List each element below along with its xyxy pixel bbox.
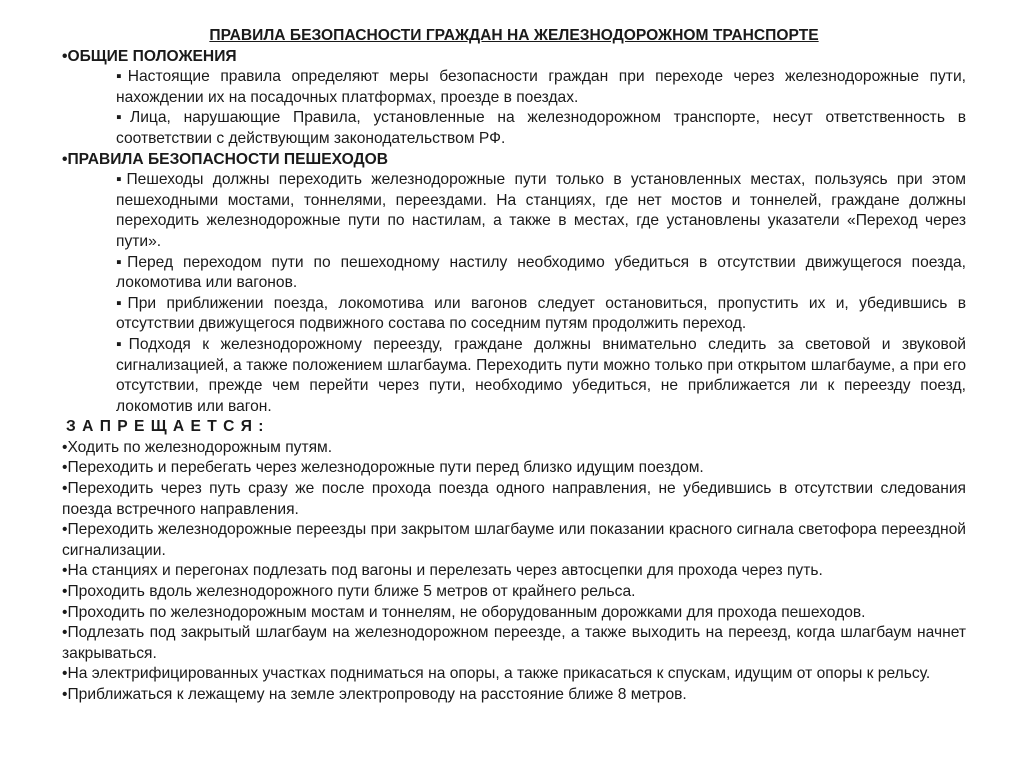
list-item: •Переходить через путь сразу же после прохода поезда одного направления, не убедившись в отсутствии следования поезда встречного направления. — [62, 480, 966, 518]
section-general — [62, 47, 966, 150]
list-item: ▪При приближении поезда, локомотива или вагонов следует остановиться, пропустить их и, убедившись в отсутствии движущегося подвижного состава по соседним путям продолжить переход. — [116, 294, 966, 333]
list-item: •Приближаться к лежащему на земле электропроводу на расстояние ближе 8 метров. — [62, 686, 687, 703]
list-item: •Переходить железнодорожные переезды при закрытом шлагбауме или показании красного сигнала светофора переездной сигнализации. — [62, 521, 966, 559]
document — [62, 26, 966, 706]
page-title: ПРАВИЛА БЕЗОПАСНОСТИ ГРАЖДАН НА ЖЕЛЕЗНОДОРОЖНОМ ТРАНСПОРТЕ — [209, 27, 819, 44]
list-item: ▪Пешеходы должны переходить железнодорожные пути только в установленных местах, пользуясь при этом пешеходными мостами, тоннелями, переездами. На станциях, где нет мостов и тоннелей, граждане должны переходить железнодорожные пути по настилам, а также в местах, где установлены указатели «Переход через пути». — [116, 171, 966, 250]
list-item: •На электрифицированных участках подниматься на опоры, а также прикасаться к спускам, идущим от опоры к рельсу. — [62, 665, 931, 683]
list-item: •Ходить по железнодорожным путям. — [62, 438, 333, 456]
section-heading-general: •ОБЩИЕ ПОЛОЖЕНИЯ — [62, 47, 237, 65]
list-item: ▪Подходя к железнодорожному переезду, граждане должны внимательно следить за световой и звуковой сигнализацией, а также положением шлагбаума. Переходить пути можно только при открытом шлагбауме, а при его отсутствии, прежде чем перейти через пути, необходимо убедиться, не приближается ли к переезду поезд, локомотив или вагон. — [116, 335, 966, 415]
list-item: •Переходить и перебегать через железнодорожные пути перед близко идущим поездом. — [62, 459, 704, 477]
list-item: •На станциях и перегонах подлезать под вагоны и перелезать через автосцепки для прохода через путь. — [62, 562, 823, 580]
list-item: •Проходить вдоль железнодорожного пути ближе 5 метров от крайнего рельса. — [62, 583, 636, 601]
list-item: •Проходить по железнодорожным мостам и тоннелям, не оборудованным дорожками для прохода пешеходов. — [62, 603, 866, 621]
list-item: •Подлезать под закрытый шлагбаум на железнодорожном переезде, а также выходить на переезд, когда шлагбаум начнет закрываться. — [62, 624, 966, 662]
section-pedestrians — [62, 150, 966, 418]
section-heading-pedestrians: •ПРАВИЛА БЕЗОПАСНОСТИ ПЕШЕХОДОВ — [62, 150, 389, 168]
list-item: ▪Лица, нарушающие Правила, установленные на железнодорожном транспорте, несут ответственность в соответствии с действующим законодательством РФ. — [116, 109, 966, 147]
list-item: ▪Перед переходом пути по пешеходному настилу необходимо убедиться в отсутствии движущегося поезда, локомотива или вагонов. — [116, 253, 966, 292]
section-heading-forbidden: З А П Р Е Щ А Е Т С Я : — [66, 418, 265, 436]
section-forbidden — [62, 417, 966, 705]
list-item: ▪Настоящие правила определяют меры безопасности граждан при переходе через железнодорожные пути, нахождении их на посадочных платформах, проезде в поездах. — [116, 68, 966, 106]
